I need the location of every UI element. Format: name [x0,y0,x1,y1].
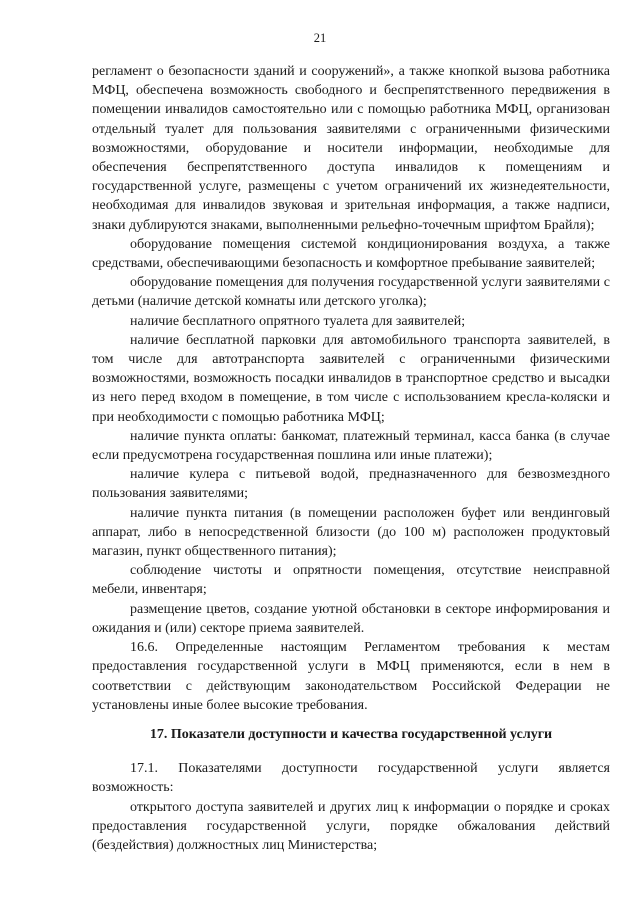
paragraph: наличие пункта оплаты: банкомат, платежный терминал, касса банка (в случае если предусмотрена государственная пошлина или иные платежи); [92,428,610,464]
paragraph: регламент о безопасности зданий и сооружений», а также кнопкой вызова работника МФЦ, обеспечена возможность свободного и беспрепятственного передвижения в помещении инвалидов самостоятельно или с помощью работника МФЦ, организован отдельный туалет для пользования заявителями с ограниченными физическими возможностями, оборудование и носители информации, необходимые для обеспечения беспрепятственного доступа инвалидов к помещениям и государственной услуге, размещены с учетом ограничений их жизнедеятельности, необходимая для инвалидов звуковая и зрительная информация, а также надписи, знаки дублируются знаками, выполненными рельефно-точечным шрифтом Брайля); [92,64,610,233]
paragraph: оборудование помещения системой кондиционирования воздуха, а также средствами, обеспечивающими безопасность и комфортное пребывание заявителей; [92,236,610,272]
page-number: 21 [313,31,327,45]
paragraph: наличие бесплатного опрятного туалета для заявителей; [130,313,466,329]
paragraph: 16.6. Определенные настоящим Регламентом требования к местам предоставления государственной услуги в МФЦ применяются, если в нем в соответствии с действующим законодательством Российской Федерации не установлены иные более высокие требования. [92,640,610,713]
paragraph: 17.1. Показателями доступности государственной услуги является возможность: [92,761,610,796]
paragraph: наличие кулера с питьевой водой, предназначенного для безвозмездного пользования заявителями; [92,467,610,502]
paragraph: оборудование помещения для получения государственной услуги заявителями с детьми (наличие детской комнаты или детского уголка); [92,275,610,310]
paragraph: наличие бесплатной парковки для автомобильного транспорта заявителей, в том числе для автотранспорта заявителей с ограниченными физическими возможностями, возможность посадки инвалидов в транспортное средство и высадки из него перед входом в помещение, в том числе с использованием кресла-коляски и при необходимости с помощью работника МФЦ; [92,332,610,425]
paragraph: открытого доступа заявителей и других лиц к информации о порядке и сроках предоставления государственной услуги, порядке обжалования действий (бездействия) должностных лиц Министерства; [92,799,610,853]
paragraph: наличие пункта питания (в помещении расположен буфет или вендинговый аппарат, либо в непосредственной близости (до 100 м) расположен продуктовый магазин, пункт общественного питания); [92,505,610,560]
document-body [92,62,610,855]
paragraph: соблюдение чистоты и опрятности помещения, отсутствие неисправной мебели, инвентаря; [92,563,610,598]
section-heading: 17. Показатели доступности и качества государственной услуги [149,726,553,742]
paragraph: размещение цветов, создание уютной обстановки в секторе информирования и ожидания и (или) секторе приема заявителей. [92,601,610,636]
